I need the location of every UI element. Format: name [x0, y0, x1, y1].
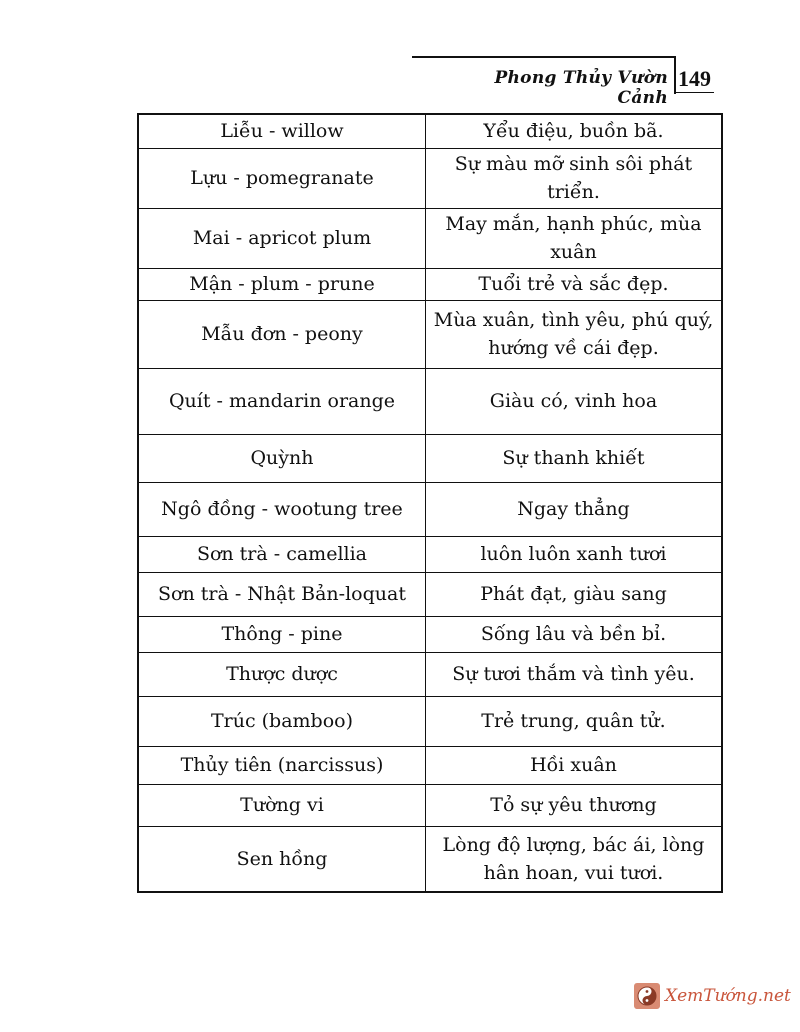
flower-meaning-cell: May mắn, hạnh phúc, mùa xuân [425, 208, 722, 268]
flower-name-cell: Thủy tiên (narcissus) [138, 746, 425, 784]
watermark-text: XemTướng.net [665, 986, 791, 1006]
table-row [138, 784, 722, 826]
table-row [138, 300, 722, 368]
table-row [138, 148, 722, 208]
flower-meaning-cell: Sống lâu và bền bỉ. [425, 616, 722, 652]
flower-name-cell: Thược dược [138, 652, 425, 696]
table-row [138, 482, 722, 536]
flower-meaning-cell: Trẻ trung, quân tử. [425, 696, 722, 746]
flower-meaning-cell: Yểu điệu, buồn bã. [425, 114, 722, 148]
flower-meaning-cell: Tuổi trẻ và sắc đẹp. [425, 268, 722, 300]
table-row [138, 696, 722, 746]
flower-name-cell: Mai - apricot plum [138, 208, 425, 268]
header-rule [412, 56, 668, 58]
flower-name-cell: Sen hồng [138, 826, 425, 892]
flower-meaning-cell: Tỏ sự yêu thương [425, 784, 722, 826]
page-header [412, 52, 712, 108]
watermark [634, 980, 794, 1012]
flower-meaning-cell: Giàu có, vinh hoa [425, 368, 722, 434]
flower-name-cell: Sơn trà - camellia [138, 536, 425, 572]
table-row [138, 826, 722, 892]
flower-name-cell: Lựu - pomegranate [138, 148, 425, 208]
table-row [138, 434, 722, 482]
page-number: 149 [678, 66, 711, 91]
page-number-underline [674, 92, 714, 93]
flower-meaning-cell: Sự tươi thắm và tình yêu. [425, 652, 722, 696]
flower-name-cell: Mận - plum - prune [138, 268, 425, 300]
table-row [138, 114, 722, 148]
table-row [138, 746, 722, 784]
flower-name-cell: Quít - mandarin orange [138, 368, 425, 434]
book-title: Phong Thủy Vườn Cảnh [494, 68, 668, 108]
flower-name-cell: Liễu - willow [138, 114, 425, 148]
yin-yang-icon [634, 983, 660, 1009]
flower-name-cell: Mẫu đơn - peony [138, 300, 425, 368]
flower-meaning-cell: Hồi xuân [425, 746, 722, 784]
table-row [138, 616, 722, 652]
flower-name-cell: Tường vi [138, 784, 425, 826]
flower-name-cell: Thông - pine [138, 616, 425, 652]
table-row [138, 268, 722, 300]
table-row [138, 652, 722, 696]
table-row [138, 572, 722, 616]
flower-meaning-cell: Phát đạt, giàu sang [425, 572, 722, 616]
flower-name-cell: Ngô đồng - wootung tree [138, 482, 425, 536]
flower-meaning-cell: Mùa xuân, tình yêu, phú quý, hướng về cái đẹp. [425, 300, 722, 368]
flower-meaning-cell: Ngay thẳng [425, 482, 722, 536]
flower-name-cell: Quỳnh [138, 434, 425, 482]
flower-name-cell: Sơn trà - Nhật Bản-loquat [138, 572, 425, 616]
flower-meaning-cell: Sự thanh khiết [425, 434, 722, 482]
table-row [138, 536, 722, 572]
flower-meaning-cell: luôn luôn xanh tươi [425, 536, 722, 572]
flower-meaning-table [137, 113, 723, 893]
flower-meaning-cell: Lòng độ lượng, bác ái, lòng hân hoan, vui tươi. [425, 826, 722, 892]
flower-meaning-cell: Sự màu mỡ sinh sôi phát triển. [425, 148, 722, 208]
table-row [138, 208, 722, 268]
table-row [138, 368, 722, 434]
flower-name-cell: Trúc (bamboo) [138, 696, 425, 746]
